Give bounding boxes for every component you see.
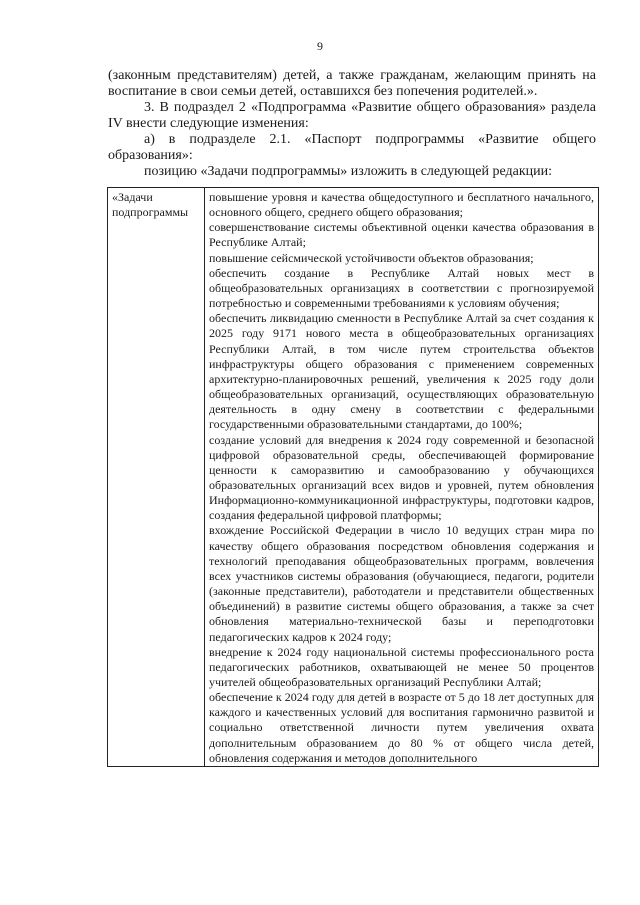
task-item: повышение уровня и качества общедоступного и бесплатного начального, основного общего, среднего общего образования;: [209, 190, 594, 220]
task-item: внедрение к 2024 году национальной системы профессионального роста педагогических работников, охватывающей не менее 50 процентов учителей общеобразовательных организаций Республики Алтай;: [209, 644, 594, 689]
table-row: [108, 188, 599, 767]
paragraph-continuation: (законным представителям) детей, а также гражданам, желающим принять на воспитание в свои семьи детей, оставшихся без попечения родителей.».: [108, 68, 596, 99]
row-label: «Задачи подпрограммы: [112, 190, 189, 220]
task-item: обеспечить ликвидацию сменности в Республике Алтай за счет создания к 2025 году 9171 нового места в общеобразовательных организациях Республики Алтай, в том числе путем строительства объектов инфраструктуры общего образования с применением современных архитектурно-планировочных решений, увеличения к 2025 году доли общеобразовательных организаций, осуществляющих образовательную деятельность в одну смену в соответствии с федеральными государственными образовательными стандартами, до 100%;: [209, 311, 594, 432]
row-label-cell: [108, 188, 205, 767]
paragraph-position-intro: позицию «Задачи подпрограммы» изложить в следующей редакции:: [144, 164, 553, 179]
document-body: [108, 68, 596, 180]
task-item: повышение сейсмической устойчивости объектов образования;: [209, 250, 534, 265]
paragraph-item-3: 3. В подраздел 2 «Подпрограмма «Развитие общего образования» раздела IV внести следующие изменения:: [108, 100, 596, 131]
paragraph-subitem-a: а) в подразделе 2.1. «Паспорт подпрограммы «Развитие общего образования»:: [108, 132, 596, 163]
tasks-table: [107, 187, 599, 767]
task-item: обеспечить создание в Республике Алтай новых мест в общеобразовательных организациях в соответствии с прогнозируемой потребностью и современными требованиями к условиям обучения;: [209, 265, 594, 311]
task-item: создание условий для внедрения к 2024 году современной и безопасной цифровой образовательной среды, обеспечивающей формирование ценности к саморазвитию и самообразованию у обучающихся образовательных организаций всех видов и уровней, путем обновления Информационно-коммуникационной инфраструктуры, подготовки кадров, создания федеральной цифровой платформы;: [209, 432, 594, 523]
page-number: 9: [317, 39, 323, 53]
task-item: обеспечение к 2024 году для детей в возрасте от 5 до 18 лет доступных для каждого и качественных условий для воспитания гармонично развитой и социально ответственной личности путем увеличения охвата дополнительным образованием до 80 % от общего числа детей, обновления содержания и методов дополнительного: [209, 690, 594, 765]
tasks-cell: [205, 188, 599, 767]
task-item: совершенствование системы объективной оценки качества образования в Республике Алтай;: [209, 220, 594, 250]
task-item: вхождение Российской Федерации в число 10 ведущих стран мира по качеству общего образования посредством обновления содержания и технологий преподавания общеобразовательных программ, вовлечения всех участников системы образования (обучающиеся, педагоги, родители (законные представители), работодатели и представители общественных объединений) в развитие системы общего образования, а также за счет обновления материально-технической базы и переподготовки педагогических кадров к 2024 году;: [209, 523, 594, 644]
